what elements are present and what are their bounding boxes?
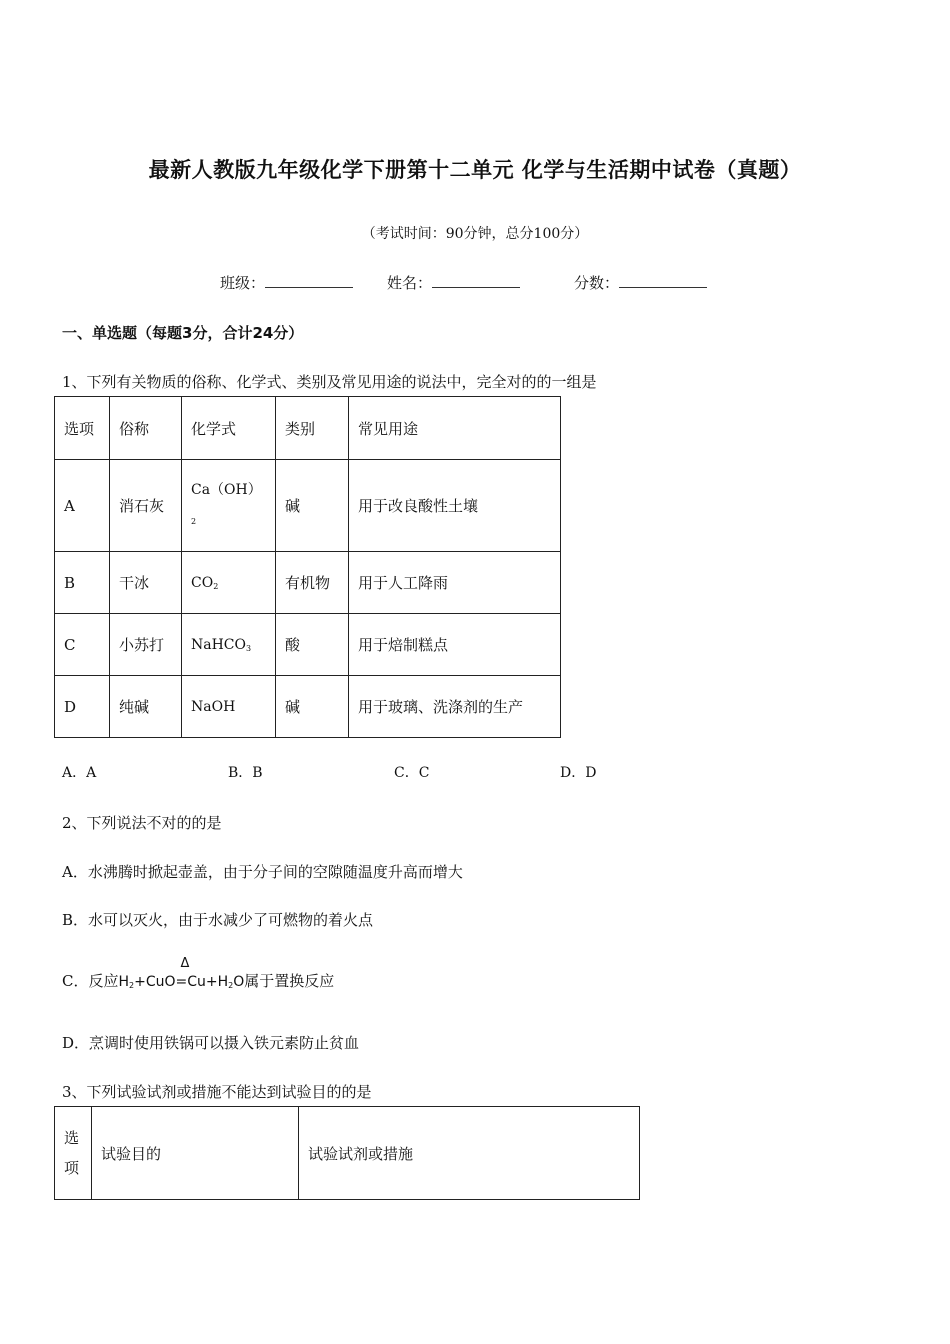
formula-cell <box>182 460 276 552</box>
score-label: 分数： <box>574 274 620 292</box>
option-cell: B <box>55 552 110 614</box>
score-field <box>574 272 707 293</box>
question-2-option-c[interactable] <box>62 956 335 991</box>
formula-h2o-subscript: 2 <box>228 981 234 990</box>
common-name-cell: 干冰 <box>110 552 182 614</box>
formula-text: CO <box>191 574 214 591</box>
formula-subscript: 2 <box>191 516 197 526</box>
option-c-suffix: 属于置换反应 <box>244 972 335 990</box>
question-1-stem: 1、下列有关物质的俗称、化学式、类别及常见用途的说法中，完全对的的一组是 <box>62 373 597 391</box>
table-header-cell: 试验试剂或措施 <box>299 1107 640 1200</box>
choice-c[interactable]: C．C <box>394 765 430 781</box>
usage-cell: 用于玻璃、洗涤剂的生产 <box>349 676 561 738</box>
formula-h-subscript: 2 <box>129 981 135 990</box>
name-field <box>387 272 520 293</box>
table-header-cell: 类别 <box>276 397 349 460</box>
formula-equals: = <box>175 974 188 990</box>
table-row <box>55 614 561 676</box>
question-3-stem: 3、下列试验试剂或措施不能达到试验目的的是 <box>62 1083 372 1101</box>
formula-text: Ca（OH） <box>191 481 262 498</box>
category-cell: 碱 <box>276 460 349 552</box>
table-row <box>55 460 561 552</box>
table-header-row <box>55 1107 640 1200</box>
table-header-cell: 选项 <box>55 397 110 460</box>
formula-text: NaOH <box>191 698 236 715</box>
category-cell: 碱 <box>276 676 349 738</box>
question-1-table <box>54 396 561 738</box>
choice-b[interactable]: B．B <box>228 765 263 781</box>
exam-time-note: （考试时间：90分钟，总分100分） <box>361 226 589 242</box>
section-heading: 一、单选题（每题3分，合计24分） <box>62 324 304 342</box>
common-name-cell: 小苏打 <box>110 614 182 676</box>
common-name-cell: 纯碱 <box>110 676 182 738</box>
name-blank <box>432 273 520 288</box>
usage-cell: 用于改良酸性土壤 <box>349 460 561 552</box>
category-cell: 酸 <box>276 614 349 676</box>
question-2-option-d[interactable]: D．烹调时使用铁锅可以摄入铁元素防止贫血 <box>62 1034 360 1052</box>
usage-cell: 用于人工降雨 <box>349 552 561 614</box>
class-label: 班级： <box>220 274 266 292</box>
option-cell: D <box>55 676 110 738</box>
choice-a[interactable]: A．A <box>62 765 97 781</box>
table-header-cell: 试验目的 <box>92 1107 299 1200</box>
usage-cell: 用于焙制糕点 <box>349 614 561 676</box>
option-cell: C <box>55 614 110 676</box>
option-c-prefix: C．反应 <box>62 972 119 990</box>
class-blank <box>265 273 353 288</box>
table-header-cell: 俗称 <box>110 397 182 460</box>
question-2-stem: 2、下列说法不对的的是 <box>62 814 222 832</box>
heat-delta-symbol: Δ <box>180 956 190 971</box>
question-1-choices <box>62 762 762 782</box>
formula-plus-cuo: +CuO <box>134 974 176 990</box>
table-header-row <box>55 397 561 460</box>
table-row <box>55 552 561 614</box>
student-info-row <box>220 272 707 293</box>
formula-h: H <box>118 974 130 990</box>
option-cell: A <box>55 460 110 552</box>
formula-text: NaHCO <box>191 636 246 653</box>
category-cell: 有机物 <box>276 552 349 614</box>
table-row <box>55 676 561 738</box>
question-2-option-a[interactable]: A．水沸腾时掀起壶盖，由于分子间的空隙随温度升高而增大 <box>62 863 463 881</box>
formula-cell <box>182 676 276 738</box>
page-title: 最新人教版九年级化学下册第十二单元 化学与生活期中试卷（真题） <box>148 158 802 182</box>
class-field <box>220 272 353 293</box>
name-label: 姓名： <box>387 274 433 292</box>
formula-o: O <box>233 974 245 990</box>
formula-cell <box>182 552 276 614</box>
choice-d[interactable]: D．D <box>560 765 597 781</box>
formula-subscript: 3 <box>246 643 252 653</box>
table-header-cell: 选项 <box>55 1107 92 1200</box>
score-blank <box>619 273 707 288</box>
formula-cell <box>182 614 276 676</box>
reaction-equation <box>118 956 245 990</box>
common-name-cell: 消石灰 <box>110 460 182 552</box>
question-2-option-b[interactable]: B．水可以灭火，由于水减少了可燃物的着火点 <box>62 911 374 929</box>
question-3-table <box>54 1106 640 1200</box>
formula-subscript: 2 <box>213 581 219 591</box>
table-header-cell: 常见用途 <box>349 397 561 460</box>
formula-cu-h: Cu+H <box>187 974 229 990</box>
table-header-cell: 化学式 <box>182 397 276 460</box>
